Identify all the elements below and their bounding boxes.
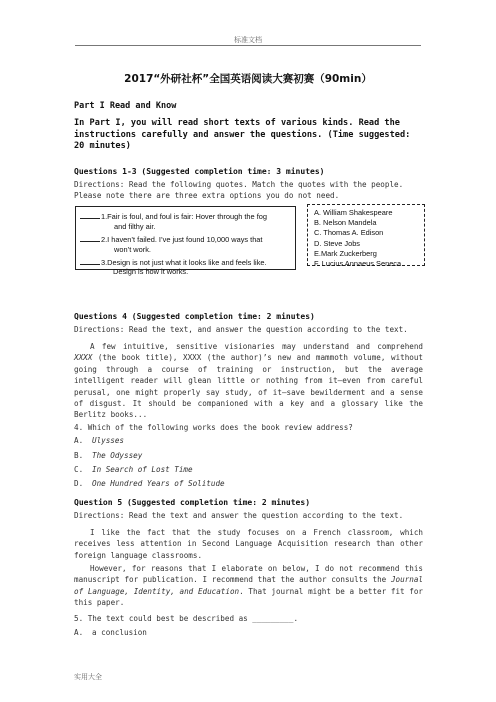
person-option-e: E.Mark Zuckerberg — [314, 249, 377, 258]
quote-1-cont: and filthy air. — [114, 222, 156, 231]
q5-option-a[interactable]: A. a conclusion — [74, 628, 147, 637]
q5-directions: Directions: Read the text and answer the question according to the text. — [74, 511, 404, 520]
part-instructions: In Part I, you will read short texts of various kinds. Read the instructions carefully and answer the questions. (Time suggested: 20 minutes) — [74, 118, 411, 151]
q4-option-d[interactable]: D. One Hundred Years of Solitude — [74, 479, 225, 488]
answer-blank-2[interactable] — [80, 234, 100, 242]
person-option-b: B. Nelson Mandela — [314, 218, 377, 227]
page-header: 标准文档 — [234, 36, 262, 44]
q4-option-b[interactable]: B. The Odyssey — [74, 451, 143, 460]
document-title: 2017“外研社杯”全国英语阅读大赛初赛（90min） — [124, 73, 372, 85]
quote-2: 2.I haven’t failed. I’ve just found 10,000 ways that — [80, 234, 262, 244]
q1-3-directions: Directions: Read the following quotes. Match the quotes with the people. Please note there are three extra options you do not need. — [74, 180, 404, 200]
person-option-a: A. William Shakespeare — [314, 208, 393, 217]
person-option-f: F. Lucius Annaeus Seneca — [314, 259, 402, 268]
q1-3-heading: Questions 1-3 (Suggested completion time: 3 minutes) — [74, 167, 325, 176]
quote-3-cont: Design is how it works. — [113, 267, 189, 276]
part-title: Part I Read and Know — [74, 101, 177, 111]
q5-question: 5. The text could best be described as _________. — [74, 614, 299, 623]
quote-2-cont: won’t work. — [114, 245, 151, 254]
answer-blank-3[interactable] — [80, 257, 100, 265]
q5-heading: Question 5 (Suggested completion time: 2 minutes) — [74, 498, 311, 507]
people-options-box — [307, 204, 425, 266]
header-divider — [75, 45, 421, 46]
person-option-c: C. Thomas A. Edison — [314, 228, 384, 237]
q5-paragraph-1: I like the fact that the study focuses on a French classroom, which receives less attention in Second Language Acquisition research than other foreign language classrooms. — [74, 528, 423, 560]
answer-blank-1[interactable] — [80, 211, 100, 219]
quotes-box — [75, 206, 296, 270]
quote-1: 1.Fair is foul, and foul is fair: Hover through the fog — [80, 211, 267, 221]
q4-option-a[interactable]: A. Ulysses — [74, 436, 125, 445]
q4-passage: A few intuitive, sensitive visionaries may understand and comprehend XXXX (the book title), XXXX (the author)’s new and mammoth volume, without going through a course of training or instruction, but the average intelligent reader will glean little or nothing from it—even from careful perusal, one might properly say study, of it—save bewilderment and a sense of disgust. It should be companioned with a key and a glossary like the Berlitz books... — [74, 342, 423, 420]
q4-directions: Directions: Read the text, and answer the question according to the text. — [74, 325, 408, 334]
q5-paragraph-2: However, for reasons that I elaborate on below, I do not recommend this manuscript for publication. I recommend that the author consults the Journal of Language, Identity, and Education. That journal might be a better fit for this paper. — [74, 564, 424, 608]
quote-3: 3.Design is not just what it looks like and feels like. — [80, 257, 267, 267]
q4-heading: Questions 4 (Suggested completion time: 2 minutes) — [74, 312, 315, 321]
page-footer: 实用大全 — [74, 673, 102, 681]
person-option-d: D. Steve Jobs — [314, 239, 361, 248]
q4-option-c[interactable]: C. In Search of Lost Time — [74, 465, 193, 474]
q4-question: 4. Which of the following works does the book review address? — [74, 423, 353, 432]
